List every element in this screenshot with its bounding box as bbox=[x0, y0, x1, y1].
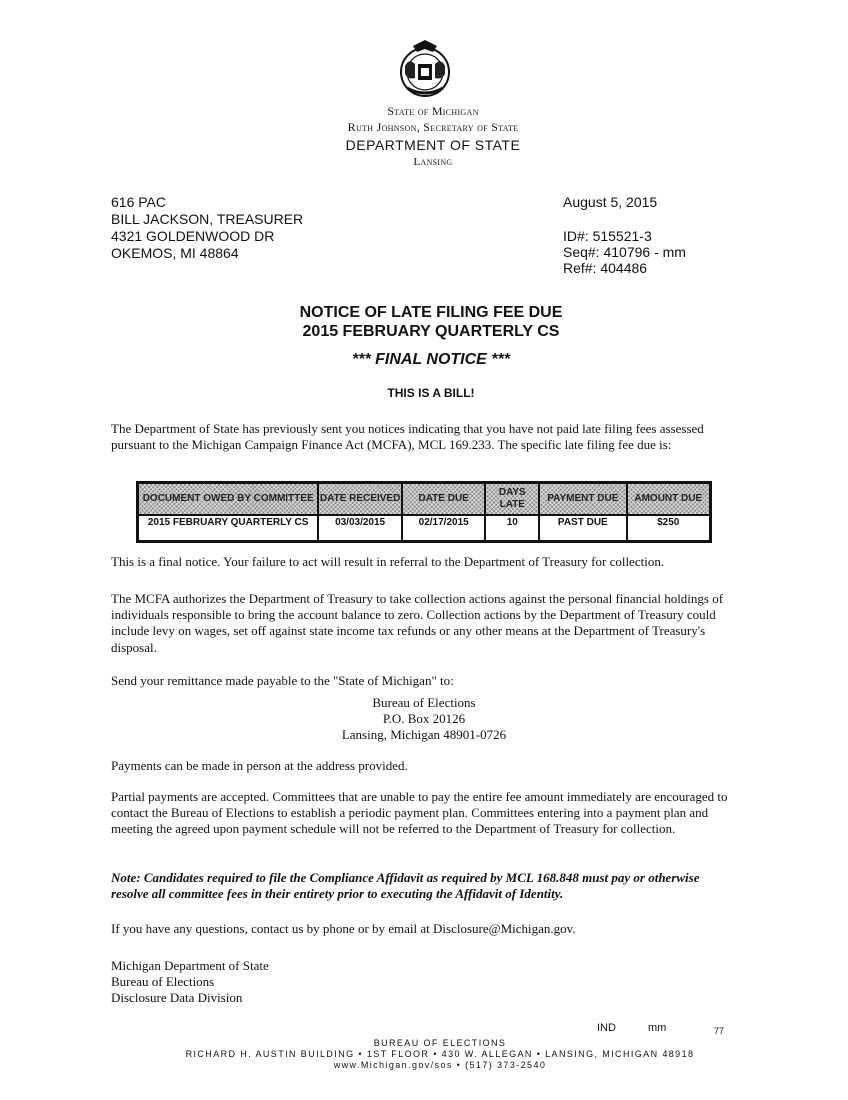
remit-po-box: P.O. Box 20126 bbox=[382, 711, 466, 726]
cell-days-late: 10 bbox=[485, 515, 539, 542]
col-date-received: DATE RECEIVED bbox=[318, 483, 402, 516]
cell-date-due: 02/17/2015 bbox=[402, 515, 486, 542]
col-amount-due: AMOUNT DUE bbox=[627, 483, 711, 516]
header-department: DEPARTMENT OF STATE bbox=[345, 137, 521, 153]
intro-paragraph: The Department of State has previously sent you notices indicating that you have not paid late filing fees assessed pursuant to the Michigan Campaign Finance Act (MCFA), MCL 169.233. The specific late filing fee due is: bbox=[111, 421, 704, 453]
header-secretary: Ruth Johnson, Secretary of State bbox=[347, 120, 519, 134]
signature-department: Michigan Department of State bbox=[111, 958, 269, 973]
seq-number: Seq#: 410796 - mm bbox=[563, 244, 686, 260]
questions-paragraph: If you have any questions, contact us by phone or by email at Disclosure@Michigan.gov. bbox=[111, 921, 576, 936]
fee-table bbox=[136, 481, 712, 543]
candidate-note: Note: Candidates required to file the Compliance Affidavit as required by MCL 168.848 must pay or otherwise resolve all committee fees in their entirety prior to executing the Affidavit of Identity. bbox=[111, 870, 700, 902]
fee-table-header-row bbox=[138, 483, 711, 516]
footer-address: RICHARD H. AUSTIN BUILDING • 1ST FLOOR • 430 W. ALLEGAN • LANSING, MICHIGAN 48918 bbox=[185, 1049, 695, 1059]
remit-city: Lansing, Michigan 48901-0726 bbox=[341, 727, 507, 742]
recipient-city: OKEMOS, MI 48864 bbox=[111, 245, 239, 261]
recipient-street: 4321 GOLDENWOOD DR bbox=[111, 228, 275, 244]
col-date-due: DATE DUE bbox=[402, 483, 486, 516]
bill-label: THIS IS A BILL! bbox=[387, 386, 475, 400]
col-payment-due: PAYMENT DUE bbox=[539, 483, 626, 516]
recipient-name: 616 PAC bbox=[111, 194, 166, 210]
cell-amount-due: $250 bbox=[627, 515, 711, 542]
page-code: 77 bbox=[714, 1026, 725, 1036]
notice-title: NOTICE OF LATE FILING FEE DUE bbox=[299, 304, 563, 321]
final-notice-label: *** FINAL NOTICE *** bbox=[352, 351, 510, 368]
cell-date-received: 03/03/2015 bbox=[318, 515, 402, 542]
id-number: ID#: 515521-3 bbox=[563, 228, 652, 244]
michigan-seal-icon bbox=[393, 38, 457, 100]
remit-bureau: Bureau of Elections bbox=[372, 695, 476, 710]
cell-document: 2015 FEBRUARY QUARTERLY CS bbox=[138, 515, 319, 542]
footer-bureau: BUREAU OF ELECTIONS bbox=[373, 1038, 507, 1048]
header-state: State of Michigan bbox=[387, 104, 479, 118]
signature-bureau: Bureau of Elections bbox=[111, 974, 215, 989]
table-row bbox=[138, 515, 711, 542]
mm-code: mm bbox=[648, 1022, 667, 1034]
header-city: Lansing bbox=[413, 156, 453, 168]
in-person-paragraph: Payments can be made in person at the address provided. bbox=[111, 758, 408, 773]
ind-code: IND bbox=[597, 1022, 616, 1034]
remittance-instruction: Send your remittance made payable to the "State of Michigan" to: bbox=[111, 673, 454, 688]
partial-payments-paragraph: Partial payments are accepted. Committees that are unable to pay the entire fee amount immediately are encouraged to contact the Bureau of Elections to establish a periodic payment plan. Committees entering into a payment plan and meeting the agreed upon payment schedule will not be referred to the Department of Treasury for collection. bbox=[111, 789, 728, 837]
col-days-late: DAYS LATE bbox=[485, 483, 539, 516]
col-document: DOCUMENT OWED BY COMMITTEE bbox=[138, 483, 319, 516]
letter-date: August 5, 2015 bbox=[563, 194, 658, 210]
mcfa-paragraph: The MCFA authorizes the Department of Treasury to take collection actions against the personal financial holdings of individuals responsible to bring the account balance to zero. Collection actions by the Department of Treasury could include levy on wages, set off against state income tax refunds or any other means at the Department of Treasury's disposal. bbox=[111, 591, 724, 655]
final-notice-paragraph: This is a final notice. Your failure to act will result in referral to the Department of Treasury for collection. bbox=[111, 554, 665, 569]
footer-contact: www.Michigan.gov/sos • (517) 373-2540 bbox=[333, 1060, 547, 1070]
notice-subtitle: 2015 FEBRUARY QUARTERLY CS bbox=[302, 323, 560, 340]
recipient-treasurer: BILL JACKSON, TREASURER bbox=[111, 211, 304, 227]
ref-number: Ref#: 404486 bbox=[563, 260, 648, 276]
signature-division: Disclosure Data Division bbox=[111, 990, 243, 1005]
cell-payment-due: PAST DUE bbox=[539, 515, 626, 542]
